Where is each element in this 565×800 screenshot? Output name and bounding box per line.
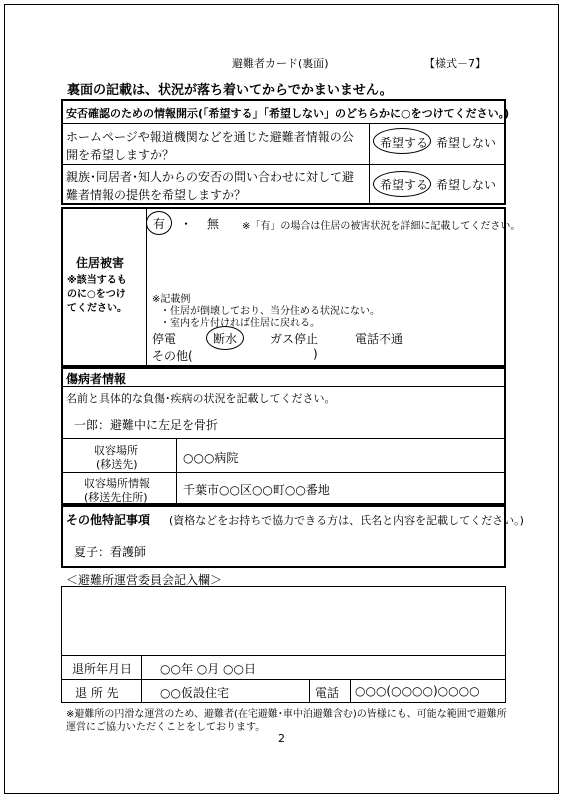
- card-title: 避難者カード(裏面): [232, 57, 329, 70]
- utility-water-outage[interactable]: 断水: [213, 332, 238, 346]
- q1-line1: ホームページや報道機関などを通じた避難者情報の公: [66, 130, 354, 144]
- housing-label: 住居被害: [76, 256, 125, 270]
- facility-value: ○○○病院: [183, 451, 239, 465]
- divider: [61, 679, 506, 680]
- housing-note-line3: てください。: [67, 303, 127, 314]
- notes-heading: その他特記事項: [66, 513, 151, 527]
- example-title: ※記載例: [152, 294, 191, 305]
- facility-label-line1: 収容場所: [94, 444, 138, 457]
- facility-info-label-line2: (移送先住所): [84, 491, 148, 504]
- facility-info-value: 千葉市○○区○○町○○番地: [183, 483, 330, 497]
- divider: [141, 655, 142, 703]
- facility-label-line2: (移送先): [96, 458, 138, 471]
- q2-line1: 親族･同居者･知人からの安否の問い合わせに対して避: [66, 170, 355, 184]
- housing-yes-note: ※「有」の場合は住居の被害状況を詳細に記載してください。: [242, 221, 521, 232]
- destination-label: 退 所 先: [75, 686, 119, 700]
- utility-gas-stopped[interactable]: ガス停止: [270, 332, 319, 346]
- notes-entry: 夏子：看護師: [74, 545, 147, 559]
- housing-yes[interactable]: 有: [153, 217, 166, 231]
- separator-dot: ・: [180, 217, 193, 231]
- facility-info-label-line1: 収容場所情報: [84, 477, 150, 490]
- divider: [61, 164, 506, 165]
- utility-phone-down[interactable]: 電話不通: [355, 332, 404, 346]
- injury-entry: 一郎：避難中に左足を骨折: [74, 418, 219, 432]
- divider: [61, 655, 506, 656]
- q2-line2: 難者情報の提供を希望しますか？: [66, 188, 247, 202]
- q1-option-no[interactable]: 希望しない: [436, 136, 497, 150]
- leave-date-value: ○○年 ○月 ○○日: [160, 662, 256, 676]
- leave-date-label: 退所年月日: [72, 662, 133, 676]
- q1-option-yes[interactable]: 希望する: [380, 136, 429, 150]
- housing-note-line2: のに○をつけ: [67, 289, 126, 300]
- injury-heading: 傷病者情報: [66, 372, 127, 386]
- notes-instruction: (資格などをお持ちで協力できる方は、氏名と内容を記載してください。): [169, 514, 524, 527]
- utility-power-outage[interactable]: 停電: [152, 332, 177, 346]
- divider: [309, 679, 310, 703]
- divider: [146, 207, 147, 367]
- destination-value: ○○仮設住宅: [160, 686, 229, 700]
- other-label: その他(: [152, 349, 193, 363]
- q2-option-yes[interactable]: 希望する: [380, 178, 429, 192]
- phone-label: 電話: [315, 686, 340, 700]
- divider: [61, 123, 506, 124]
- divider: [61, 438, 506, 439]
- page-number: 2: [278, 732, 285, 745]
- example-line1: ・住居が倒壊しており、当分住める状況にない。: [160, 306, 380, 317]
- footer-note-line2: 運営にご協力いただくことをしております。: [66, 722, 266, 733]
- divider: [350, 679, 351, 703]
- example-line2: ・室内を片付ければ住居に戻れる。: [160, 318, 320, 329]
- housing-no[interactable]: 無: [207, 217, 220, 231]
- phone-value: ○○○(○○○○)○○○○: [355, 684, 480, 698]
- divider: [61, 386, 506, 387]
- form-number: 【様式－7】: [424, 57, 486, 70]
- notice-text: 裏面の記載は、状況が落ち着いてからでかまいません。: [67, 83, 393, 98]
- disclosure-heading: 安否確認のための情報開示(「希望する」「希望しない」のどちらかに○をつけてください。): [66, 107, 510, 120]
- q1-line2: 開を希望しますか？: [66, 148, 175, 162]
- q2-option-no[interactable]: 希望しない: [436, 178, 497, 192]
- other-close: ): [313, 347, 318, 361]
- committee-heading: ＜避難所運営委員会記入欄＞: [66, 573, 223, 587]
- footer-note-line1: ※避難所の円滑な運営のため、避難者(在宅避難･車中泊避難含む)の皆様にも、可能な範囲で避難所: [66, 709, 507, 720]
- housing-note-line1: ※該当するも: [67, 275, 127, 286]
- divider: [61, 472, 506, 473]
- injury-instruction: 名前と具体的な負傷･疾病の状況を記載してください。: [66, 392, 336, 405]
